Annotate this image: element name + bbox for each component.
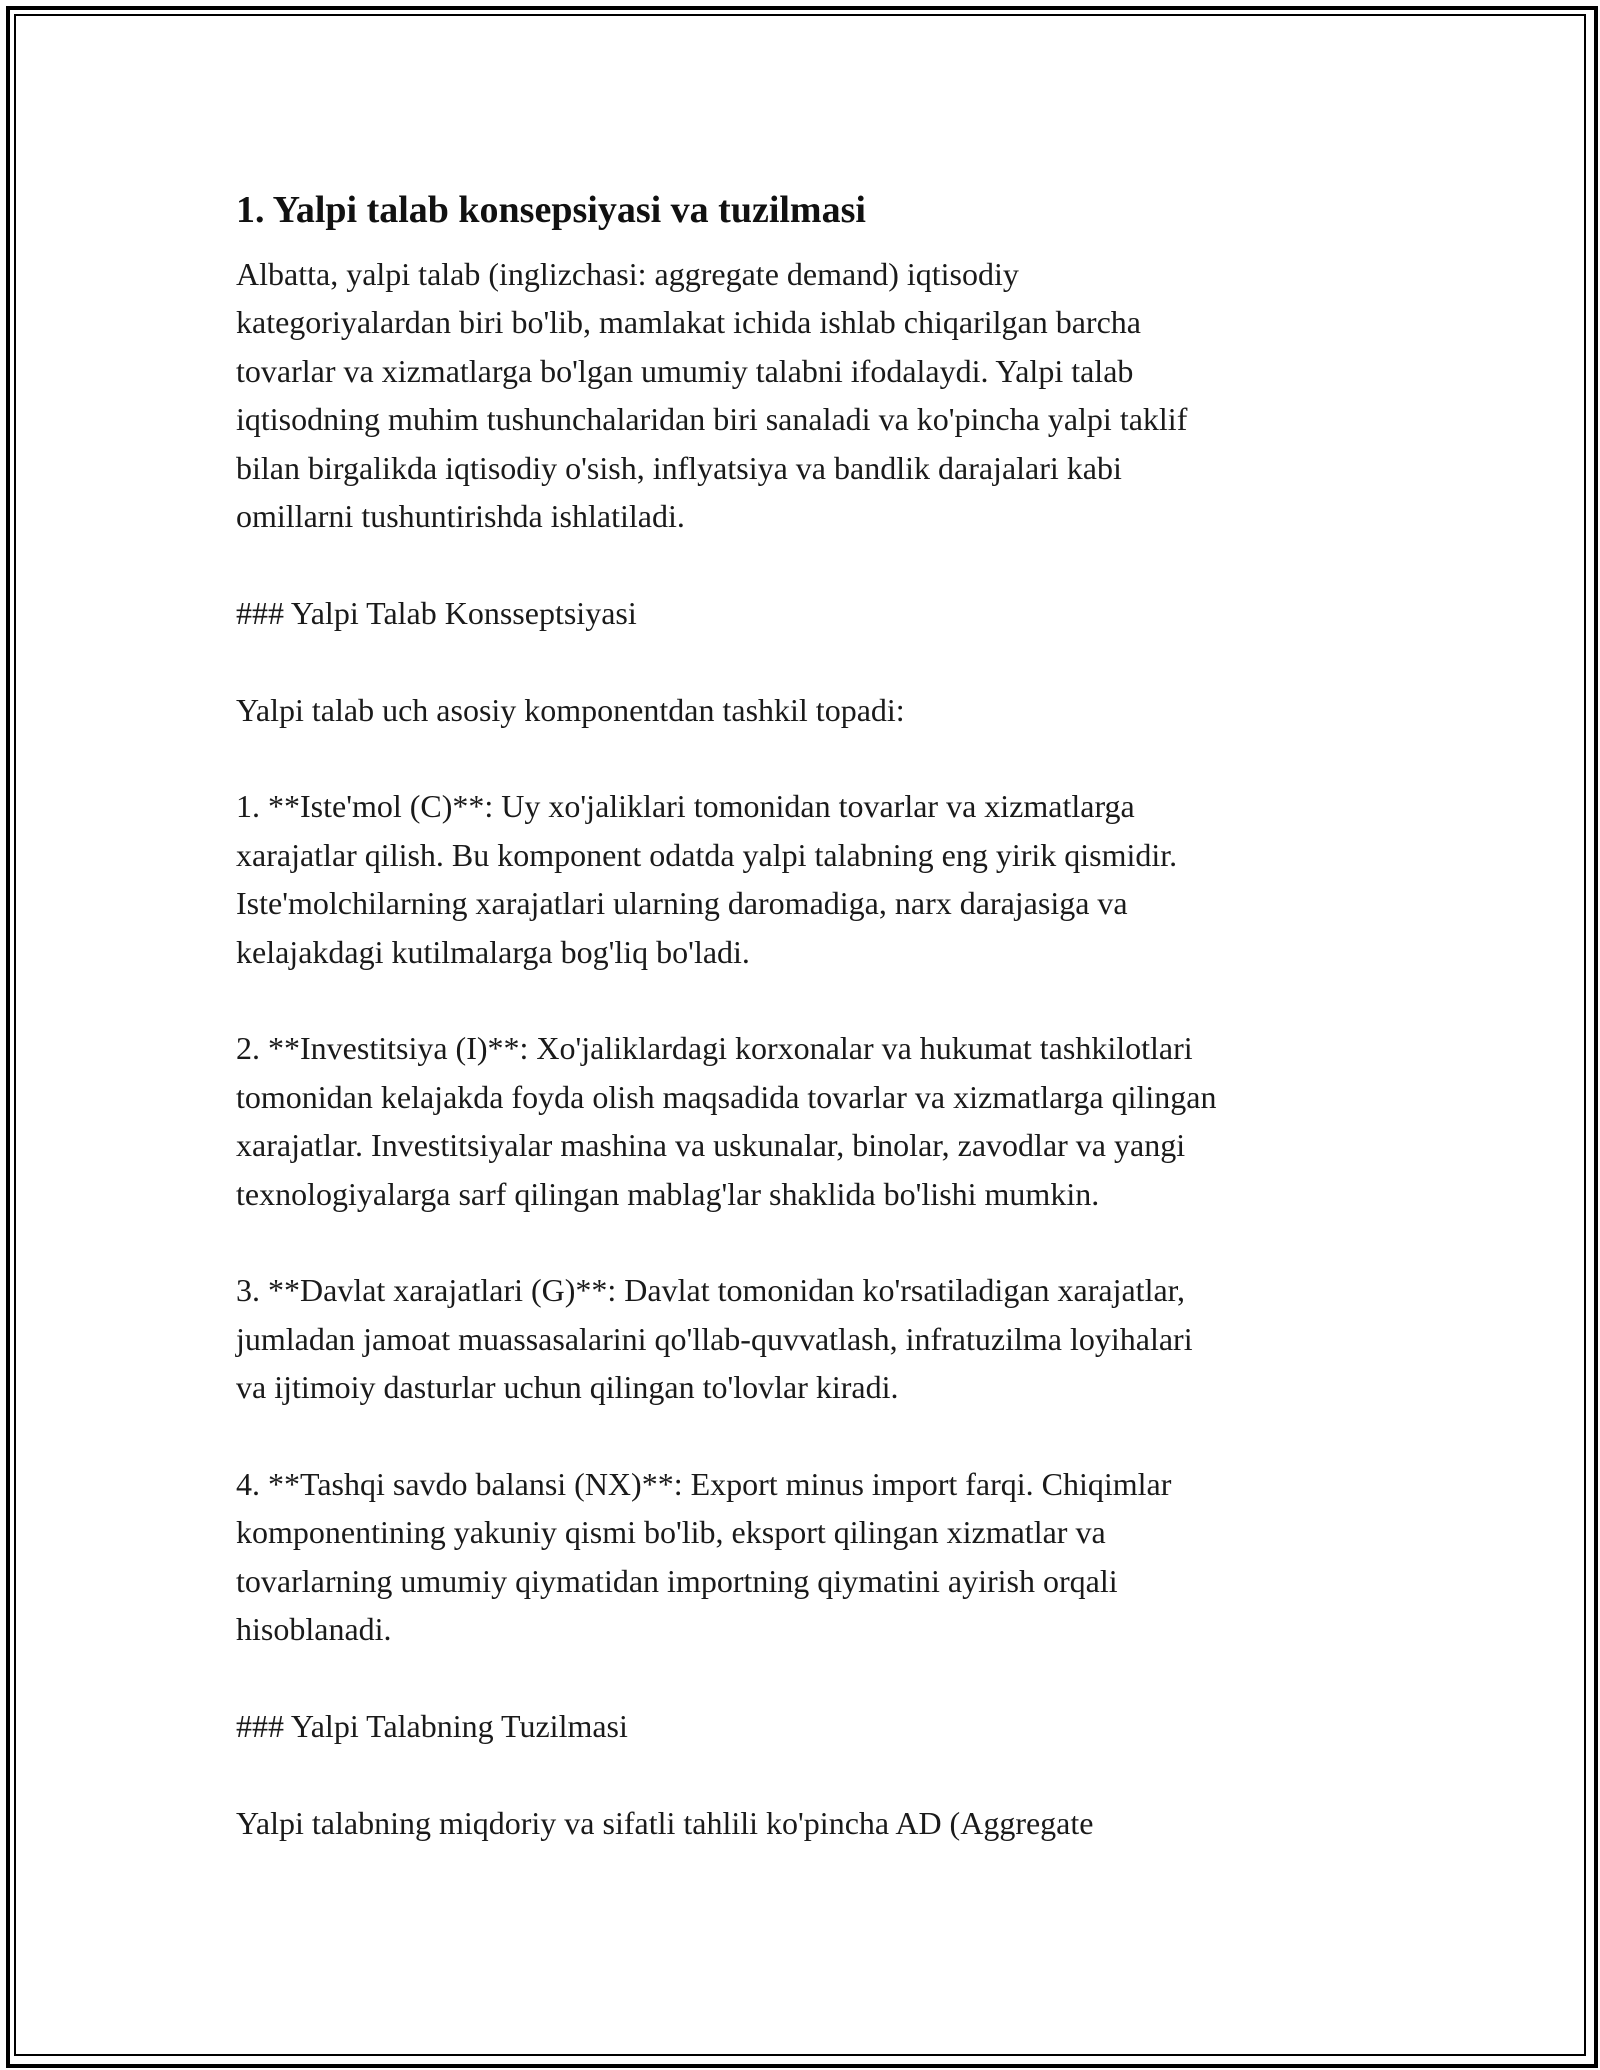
paragraph-spacer xyxy=(236,734,1376,782)
document-title: 1. Yalpi talab konsepsiyasi va tuzilmasi xyxy=(236,189,866,231)
section-heading-structure: ### Yalpi Talabning Tuzilmasi xyxy=(236,1708,628,1745)
paragraph-spacer xyxy=(236,1750,1376,1798)
closing-paragraph: Yalpi talabning miqdoriy va sifatli tahlili ko'pincha AD (Aggregate xyxy=(236,1804,1094,1841)
list-item-investment: 2. **Investitsiya (I)**: Xo'jaliklardagi korxonalar va hukumat tashkilotlari tomonidan kelajakda foyda olish maqsadida tovarlar va xizmatlarga qilingan xarajatlar. Investitsiyalar mashina va uskunalar, binolar, zavodlar va yangi texnologiyalarga sarf qilingan mablag'lar shaklida bo'lishi mumkin. xyxy=(236,1030,1217,1212)
components-lead: Yalpi talab uch asosiy komponentdan tashkil topadi: xyxy=(236,691,905,728)
paragraph-spacer xyxy=(236,540,1376,588)
list-item-consumption: 1. **Iste'mol (C)**: Uy xo'jaliklari tomonidan tovarlar va xizmatlarga xarajatlar qilish. Bu komponent odatda yalpi talabning eng yirik qismidir. Iste'molchilarning xarajatlari ularning daromadiga, narx darajasiga va kelajakdagi kutilmalarga bog'liq bo'ladi. xyxy=(236,788,1178,970)
list-item-government: 3. **Davlat xarajatlari (G)**: Davlat tomonidan ko'rsatiladigan xarajatlar, jumladan jamoat muassasalarini qo'llab-quvvatlash, infratuzilma loyihalari va ijtimoiy dasturlar uchun qilingan to'lovlar kiradi. xyxy=(236,1272,1193,1406)
paragraph-spacer xyxy=(236,1218,1376,1266)
document-body xyxy=(236,186,1376,1847)
paragraph-spacer xyxy=(236,1412,1376,1460)
paragraph-spacer xyxy=(236,976,1376,1024)
intro-paragraph: Albatta, yalpi talab (inglizchasi: aggregate demand) iqtisodiy kategoriyalardan biri bo'lib, mamlakat ichida ishlab chiqarilgan barcha tovarlar va xizmatlarga bo'lgan umumiy talabni ifodalaydi. Yalpi talab iqtisodning muhim tushunchalaridan biri sanaladi va ko'pincha yalpi taklif bilan birgalikda iqtisodiy o'sish, inflyatsiya va bandlik darajalari kabi omillarni tushuntirishda ishlatiladi. xyxy=(236,256,1188,535)
section-heading-concept: ### Yalpi Talab Konsseptsiyasi xyxy=(236,594,637,631)
paragraph-spacer xyxy=(236,1654,1376,1702)
list-item-net-exports: 4. **Tashqi savdo balansi (NX)**: Export minus import farqi. Chiqimlar komponentining yakuniy qismi bo'lib, eksport qilingan xizmatlar va tovarlarning umumiy qiymatidan importning qiymatini ayirish orqali hisoblanadi. xyxy=(236,1466,1172,1648)
paragraph-spacer xyxy=(236,637,1376,685)
